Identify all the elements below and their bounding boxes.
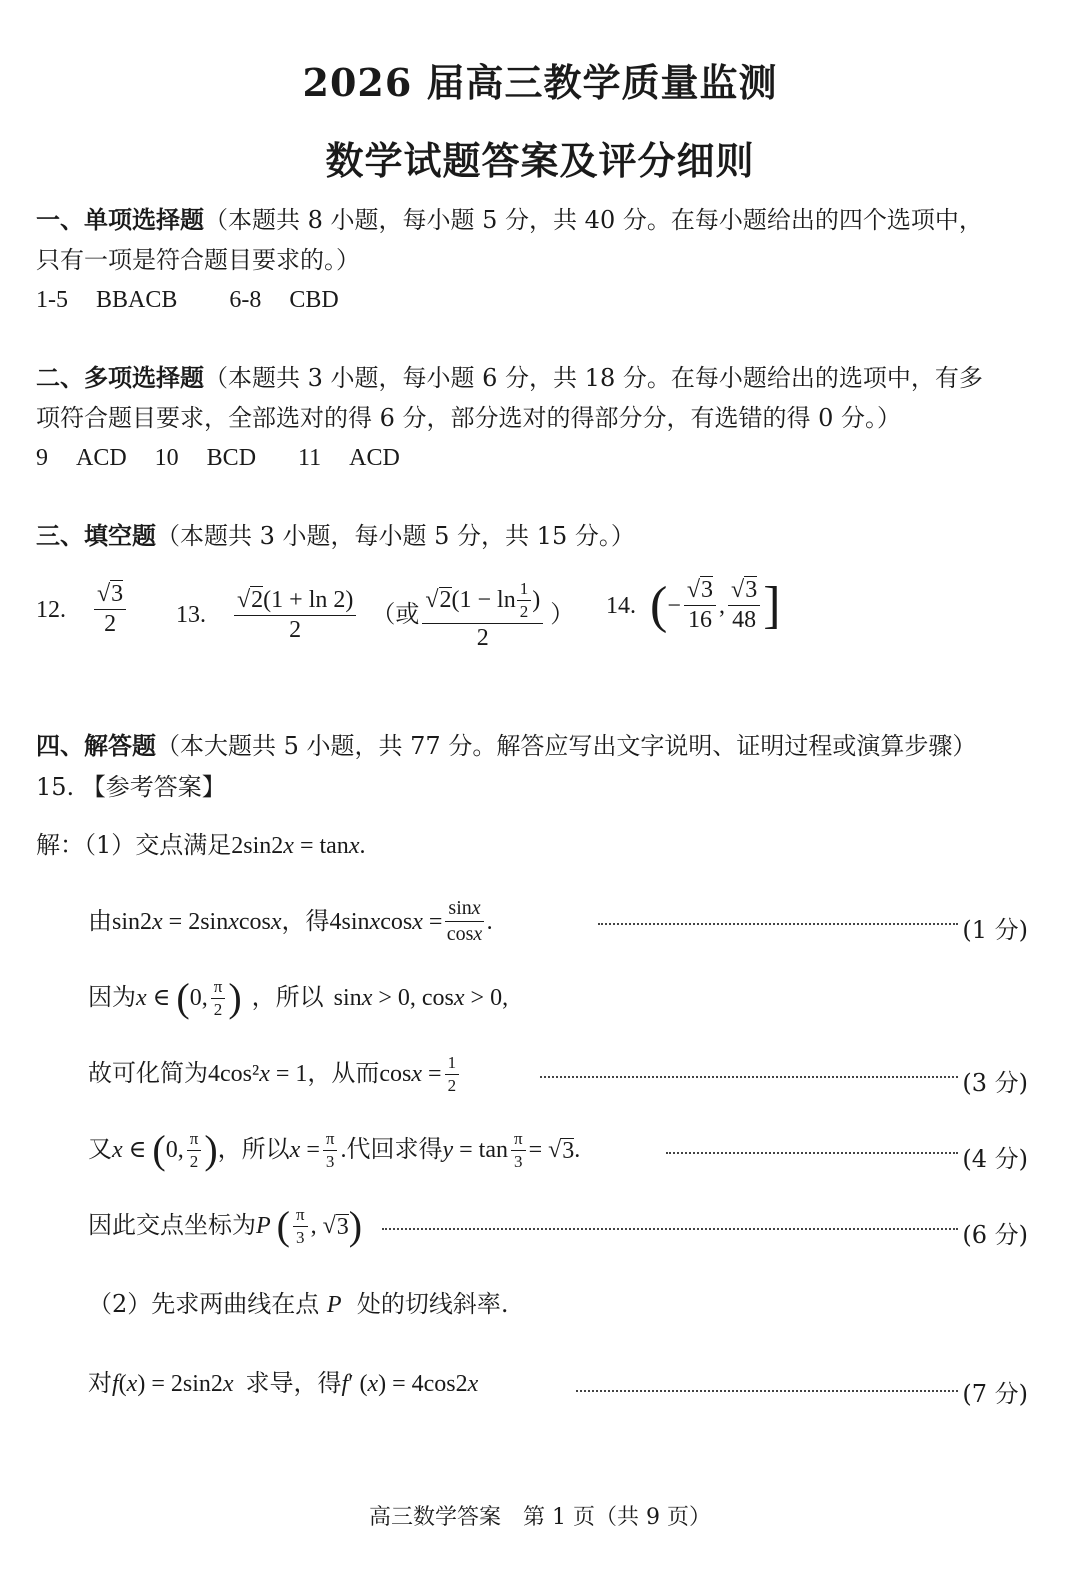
q12-fraction: $\frac{√3}{2}$ bbox=[94, 582, 126, 637]
score-7: (7 分) bbox=[962, 1380, 1028, 1408]
step2-pre: 因为 bbox=[88, 985, 136, 1012]
q12-num: 12. bbox=[36, 596, 66, 623]
step1-leader bbox=[598, 923, 958, 925]
step3-fraction: $\frac{1}{2}$ bbox=[445, 1054, 460, 1095]
step7-pre: 对 bbox=[88, 1371, 112, 1397]
q9-num: 9 bbox=[36, 445, 48, 471]
step4-mid2: 代回求得 bbox=[346, 1137, 443, 1164]
q13-alt-fraction: √ 2 (1 − ln $\frac{1}{2}$ ) 2 bbox=[422, 580, 543, 651]
section1-desc2: 只有一项是符合题目要求的。） bbox=[36, 246, 360, 274]
score-3: (3 分) bbox=[962, 1069, 1028, 1097]
part2-label: （2）先求两曲线在点 bbox=[88, 1290, 320, 1318]
step1-fraction: $\frac{\sin x}{\cos x}$ bbox=[446, 897, 483, 945]
q14-num: 14. bbox=[606, 592, 636, 619]
section4-desc: （本大题共 5 小题，共 77 分。解答应写出文字说明、证明过程或演算步骤） bbox=[156, 732, 977, 760]
answers-b: CBD bbox=[289, 287, 339, 313]
step3-line: 故可化简为 4cos²x = 1 ，从而 cosx = $\frac{1}{2}$ bbox=[88, 1054, 462, 1095]
q13-num: 13. bbox=[176, 602, 206, 629]
step4-leader bbox=[666, 1152, 958, 1154]
step7-mid: 求导，得 bbox=[245, 1371, 342, 1397]
q12-answer bbox=[36, 582, 129, 637]
section2-line1 bbox=[36, 363, 983, 392]
step1-pre: 由 bbox=[88, 908, 112, 935]
section3-desc: （本题共 3 小题，每小题 5 分，共 15 分。） bbox=[156, 522, 635, 550]
section2-answers bbox=[36, 446, 400, 470]
step2-line: 因为 x ∈ ( 0, $\frac{\pi}{2}$ ) ，所以 sinx > 0, cosx > 0, bbox=[88, 975, 509, 1021]
step5-line: 因此交点坐标为 P ( $\frac{\pi}{3}$ , √ 3 ) bbox=[88, 1203, 363, 1249]
step3-leader bbox=[540, 1076, 958, 1078]
solve-label: 解： bbox=[36, 831, 84, 859]
section4-line1 bbox=[36, 731, 977, 760]
section1-desc: （本题共 8 小题，每小题 5 分，共 40 分。在每小题给出的四个选项中， bbox=[204, 206, 983, 234]
step3-mid: ，从而 bbox=[307, 1061, 380, 1088]
section1-answers bbox=[36, 288, 339, 312]
page-title: 2026 届高三教学质量监测 bbox=[302, 60, 778, 105]
q14-answer: 14. ( − $\frac{√3}{16}$ , $\frac{√3}{48}$ ] bbox=[606, 576, 781, 634]
q13-answer: 13. $\frac{√2(1 + \ln 2)}{2}$ （ 或 √ 2 (1 − ln $\frac{1}{2}$ ) 2 ） bbox=[176, 579, 575, 651]
part2-line: （2）先求两曲线在点 P 处的切线斜率. bbox=[88, 1290, 509, 1318]
answers-a: BBACB bbox=[96, 287, 178, 313]
page-subtitle: 数学试题答案及评分细则 bbox=[325, 138, 755, 183]
step1-line: 由 sin2x = 2sinxcosx ，得 4sinxcosx = $\frac{\sin x}{\cos x}$ . bbox=[88, 897, 493, 945]
q10-answer: BCD bbox=[206, 445, 257, 471]
q11-num: 11 bbox=[298, 445, 322, 471]
answers-a-label: 1-5 bbox=[36, 287, 68, 313]
score-4: (4 分) bbox=[962, 1145, 1028, 1173]
section2-heading: 二、多项选择题 bbox=[36, 363, 204, 392]
section4-heading: 四、解答题 bbox=[36, 731, 156, 760]
step5-pre: 因此交点坐标为 bbox=[88, 1213, 256, 1240]
score-6: (6 分) bbox=[962, 1221, 1028, 1249]
solve-line: 解：（1）交点满足2sin2x = tanx. bbox=[36, 831, 366, 859]
section2-desc: （本题共 3 小题，每小题 6 分，共 18 分。在每小题给出的选项中，有多 bbox=[204, 364, 983, 392]
step7-leader bbox=[576, 1390, 958, 1392]
section1-heading: 一、单项选择题 bbox=[36, 205, 204, 234]
q10-num: 10 bbox=[154, 445, 179, 471]
step1-mid: ，得 bbox=[281, 908, 330, 935]
q15-heading: 15. 【参考答案】 bbox=[36, 773, 226, 801]
step3-pre: 故可化简为 bbox=[88, 1061, 208, 1088]
q13-or: 或 bbox=[395, 602, 420, 629]
step2-mid: ，所以 bbox=[251, 985, 324, 1012]
step4-pre: 又 bbox=[88, 1137, 112, 1164]
section2-desc2: 项符合题目要求，全部选对的得 6 分，部分选对的得部分分，有选错的得 0 分。） bbox=[36, 404, 902, 432]
q9-answer: ACD bbox=[76, 445, 127, 471]
part1-label: （1）交点满足 bbox=[84, 831, 232, 859]
step7-line: 对f(x) = 2sin2x 求导，得f′ (x) = 4cos2x bbox=[88, 1371, 479, 1397]
q14-frac-a: $\frac{√3}{16}$ bbox=[684, 578, 716, 633]
step4-line: 又 x ∈ ( 0, $\frac{\pi}{2}$ ) ，所以 x = $\frac{\pi}{3}$ . 代回求得 y = tan $\frac{\pi}{3}$ = √ 3 . bbox=[88, 1127, 581, 1173]
answers-b-label: 6-8 bbox=[229, 287, 262, 313]
step5-leader bbox=[382, 1228, 958, 1230]
part2-end: 处的切线斜率. bbox=[356, 1290, 509, 1318]
q14-frac-b: $\frac{√3}{48}$ bbox=[728, 578, 760, 633]
page-footer: 高三数学答案 第 1 页（共 9 页） bbox=[369, 1505, 711, 1530]
step4-mid: ，所以 bbox=[217, 1137, 290, 1164]
section3-heading: 三、填空题 bbox=[36, 521, 156, 550]
q11-answer: ACD bbox=[349, 445, 400, 471]
section3-line1 bbox=[36, 521, 635, 550]
q13-fraction: $\frac{√2(1 + \ln 2)}{2}$ bbox=[234, 588, 356, 643]
score-1: (1 分) bbox=[962, 916, 1028, 944]
section1-line1 bbox=[36, 205, 983, 234]
